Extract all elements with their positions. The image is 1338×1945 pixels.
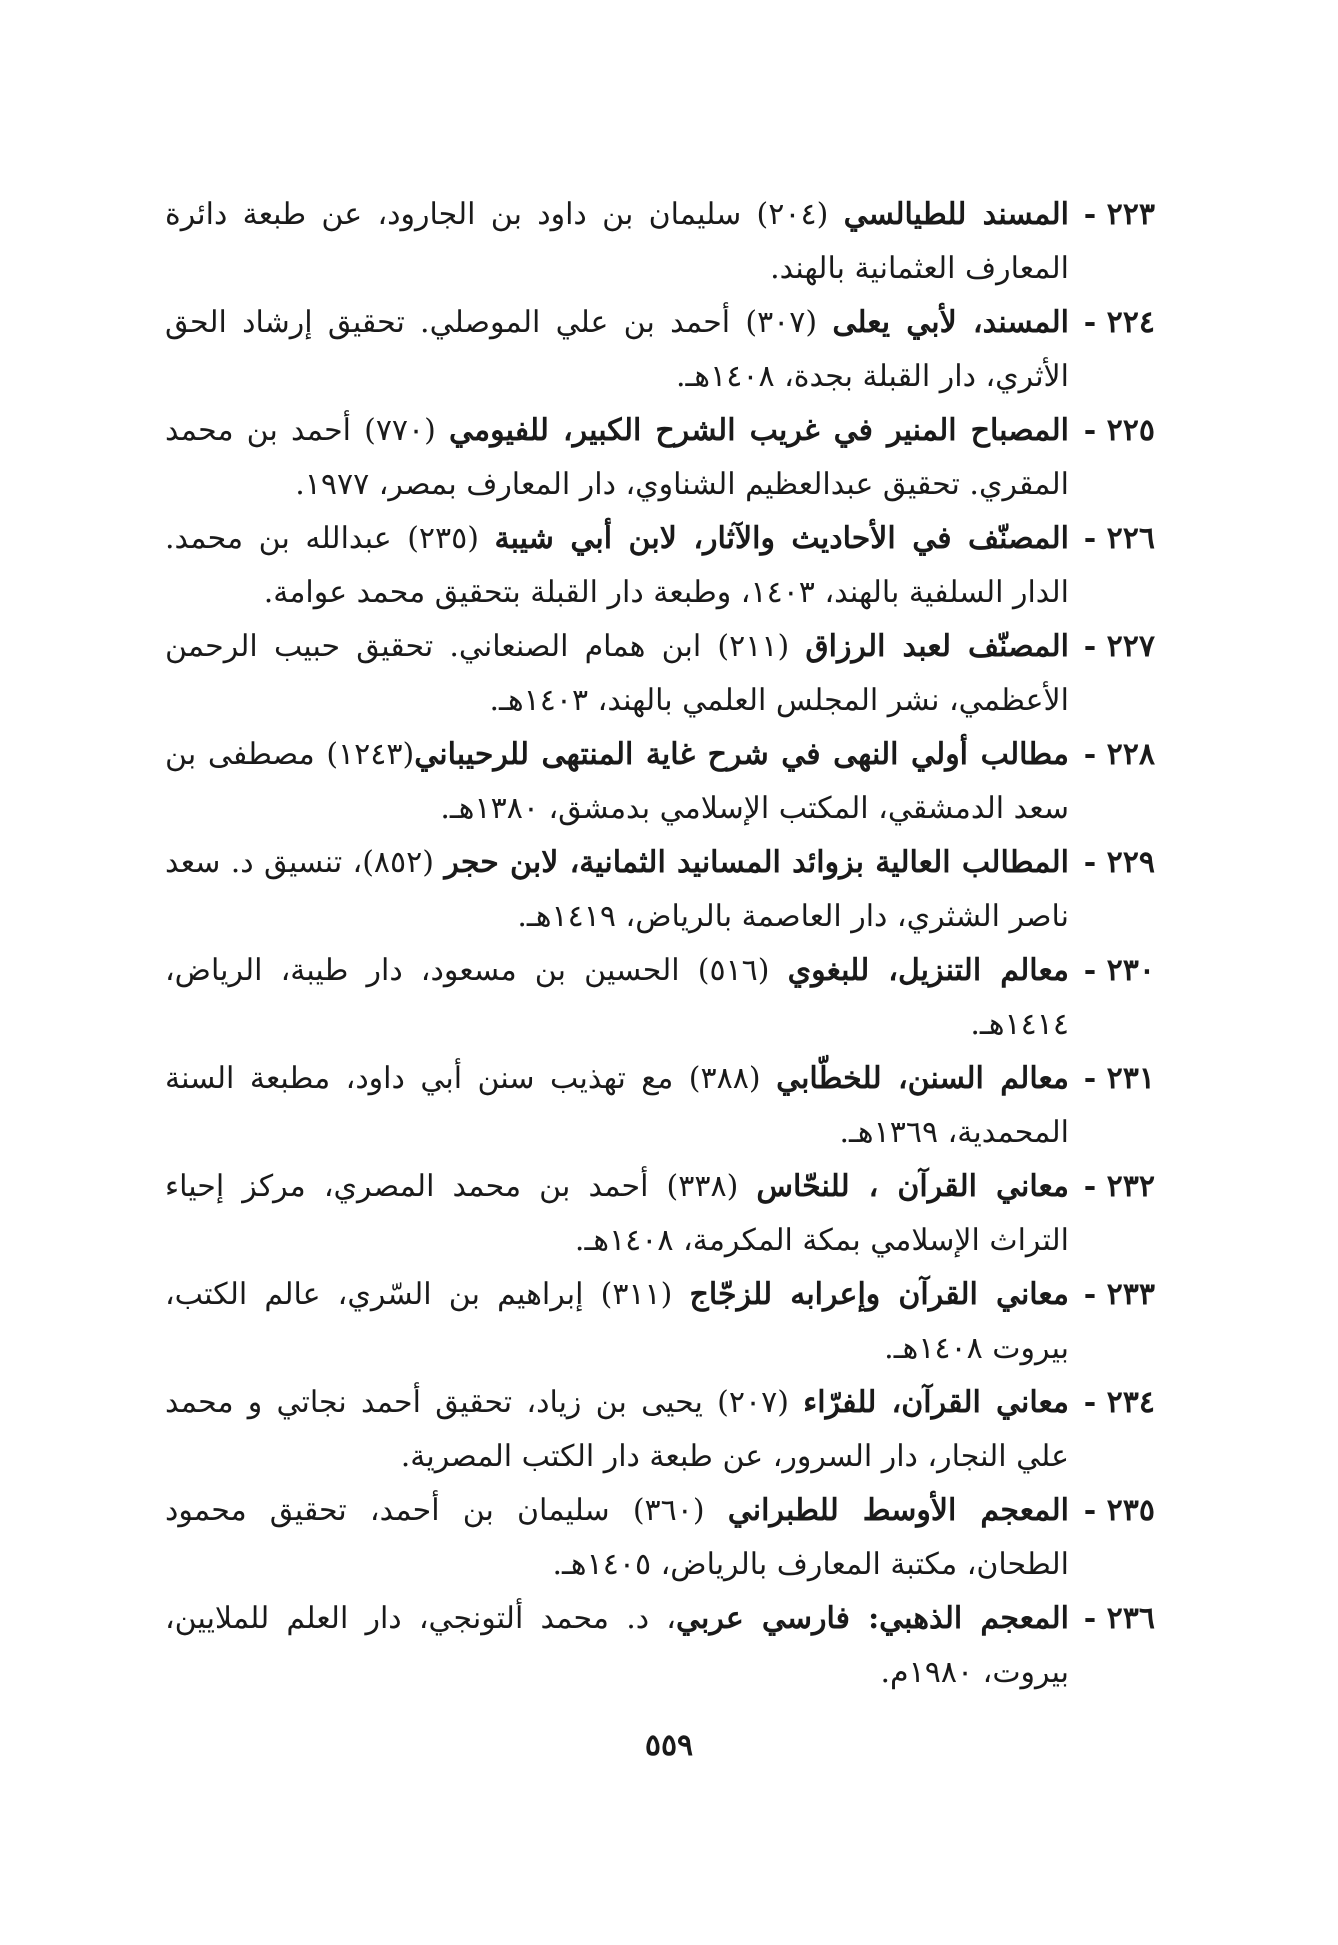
entry-body <box>165 620 1069 728</box>
entry-body <box>165 1484 1069 1592</box>
bibliography-entry <box>165 1376 1155 1484</box>
entry-number: ٢٣٢ - <box>1083 1169 1155 1204</box>
bibliography-entry <box>165 1268 1155 1376</box>
entry-number: ٢٢٦ - <box>1083 521 1155 556</box>
bibliography-entry <box>165 836 1155 944</box>
bibliography-entry <box>165 512 1155 620</box>
entry-body <box>165 1592 1069 1700</box>
entry-title: المصنّف لعبد الرزاق <box>805 629 1069 664</box>
entry-details: (٢٠٤) سليمان بن داود بن الجارود، عن طبعة دائرة المعارف العثمانية بالهند. <box>165 197 1069 286</box>
entry-number: ٢٣١ - <box>1083 1061 1155 1096</box>
entry-details: (٣٣٨) أحمد بن محمد المصري، مركز إحياء التراث الإسلامي بمكة المكرمة، ١٤٠٨هـ. <box>165 1169 1069 1258</box>
entry-details: (٣١١) إبراهيم بن السّري، عالم الكتب، بيروت ١٤٠٨هـ. <box>165 1277 1069 1366</box>
entry-body <box>165 404 1069 512</box>
entry-title: المطالب العالية بزوائد المسانيد الثمانية، لابن حجر <box>444 845 1069 880</box>
entry-title: المسند للطيالسي <box>843 197 1069 232</box>
entry-details: (٥١٦) الحسين بن مسعود، دار طيبة، الرياض، ١٤١٤هـ. <box>165 953 1069 1042</box>
entry-body <box>165 944 1069 1052</box>
entry-details: (١٢٤٣) مصطفى بن سعد الدمشقي، المكتب الإسلامي بدمشق، ١٣٨٠هـ. <box>165 737 1069 826</box>
entry-details: (٧٧٠) أحمد بن محمد المقري. تحقيق عبدالعظيم الشناوي، دار المعارف بمصر، ١٩٧٧. <box>165 413 1069 502</box>
entry-number: ٢٣٦ - <box>1083 1601 1155 1636</box>
entry-details: (٣٨٨) مع تهذيب سنن أبي داود، مطبعة السنة المحمدية، ١٣٦٩هـ. <box>165 1061 1069 1150</box>
bibliography-entry <box>165 188 1155 296</box>
entry-number: ٢٢٥ - <box>1083 413 1155 448</box>
entry-number: ٢٢٩ - <box>1083 845 1155 880</box>
bibliography-entry <box>165 620 1155 728</box>
entry-title: معالم التنزيل، للبغوي <box>787 953 1069 988</box>
entry-body <box>165 188 1069 296</box>
entry-title: معالم السنن، للخطّابي <box>776 1061 1069 1096</box>
entry-number: ٢٣٤ - <box>1083 1385 1155 1420</box>
entry-title: المصباح المنير في غريب الشرح الكبير، للفيومي <box>449 413 1069 448</box>
entry-title: معاني القرآن وإعرابه للزجّاج <box>689 1277 1069 1312</box>
entry-body <box>165 512 1069 620</box>
bibliography-entry <box>165 728 1155 836</box>
entry-title: المصنّف في الأحاديث والآثار، لابن أبي شيبة <box>494 521 1069 556</box>
page-number: ٥٥٩ <box>644 1728 694 1763</box>
entry-details: (٣٦٠) سليمان بن أحمد، تحقيق محمود الطحان، مكتبة المعارف بالرياض، ١٤٠٥هـ. <box>165 1493 1069 1582</box>
entry-details: (٣٠٧) أحمد بن علي الموصلي. تحقيق إرشاد الحق الأثري، دار القبلة بجدة، ١٤٠٨هـ. <box>165 305 1069 394</box>
bibliography-list <box>165 188 1155 1700</box>
entry-body <box>165 1268 1069 1376</box>
entry-details: (٨٥٢)، تنسيق د. سعد ناصر الشثري، دار العاصمة بالرياض، ١٤١٩هـ. <box>165 845 1069 934</box>
entry-body <box>165 296 1069 404</box>
entry-body <box>165 1052 1069 1160</box>
entry-number: ٢٣٥ - <box>1083 1493 1155 1528</box>
bibliography-entry <box>165 1052 1155 1160</box>
entry-number: ٢٢٤ - <box>1083 305 1155 340</box>
entry-title: المعجم الأوسط للطبراني <box>727 1493 1069 1528</box>
entry-body <box>165 728 1069 836</box>
entry-body <box>165 1376 1069 1484</box>
entry-number: ٢٢٣ - <box>1083 197 1155 232</box>
entry-details: (٢٠٧) يحيى بن زياد، تحقيق أحمد نجاتي و محمد علي النجار، دار السرور، عن طبعة دار الكتب المصرية. <box>165 1385 1069 1474</box>
bibliography-entry <box>165 404 1155 512</box>
bibliography-entry <box>165 1160 1155 1268</box>
entry-body <box>165 836 1069 944</box>
entry-number: ٢٢٨ - <box>1083 737 1155 772</box>
entry-title: معاني القرآن، للفرّاء <box>803 1385 1069 1420</box>
bibliography-entry <box>165 1592 1155 1700</box>
bibliography-entry <box>165 944 1155 1052</box>
entry-title: معاني القرآن ، للنحّاس <box>756 1169 1069 1204</box>
entry-body <box>165 1160 1069 1268</box>
entry-number: ٢٢٧ - <box>1083 629 1155 664</box>
entry-number: ٢٣٣ - <box>1083 1277 1155 1312</box>
entry-details: (٢١١) ابن همام الصنعاني. تحقيق حبيب الرحمن الأعظمي، نشر المجلس العلمي بالهند، ١٤٠٣هـ. <box>165 629 1069 718</box>
entry-title: المعجم الذهبي: فارسي عربي <box>675 1601 1069 1636</box>
entry-number: ٢٣٠ - <box>1083 953 1155 988</box>
entry-title: مطالب أولي النهى في شرح غاية المنتهى للرحيباني <box>414 737 1069 772</box>
entry-details: (٢٣٥) عبدالله بن محمد. الدار السلفية بالهند، ١٤٠٣، وطبعة دار القبلة بتحقيق محمد عوامة. <box>165 521 1069 610</box>
bibliography-entry <box>165 296 1155 404</box>
bibliography-entry <box>165 1484 1155 1592</box>
entry-details: ، د. محمد ألتونجي، دار العلم للملايين، بيروت، ١٩٨٠م. <box>165 1601 1069 1690</box>
entry-title: المسند، لأبي يعلى <box>832 305 1069 340</box>
